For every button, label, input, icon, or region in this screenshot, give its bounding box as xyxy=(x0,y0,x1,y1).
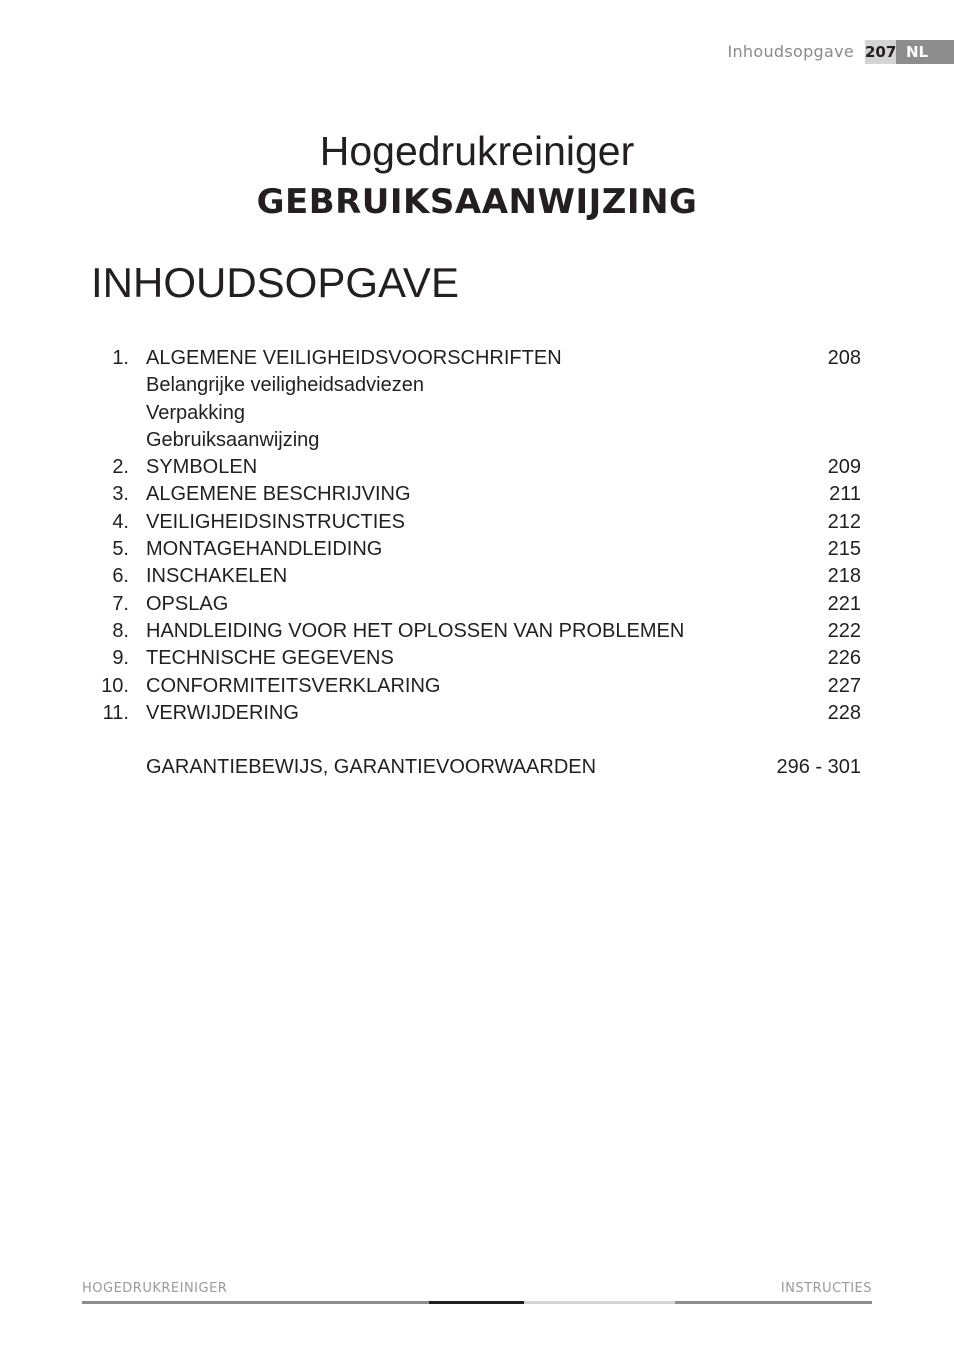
toc-entry[interactable] xyxy=(0,481,954,508)
toc-entry-number: 10. xyxy=(101,674,129,697)
toc-entry-page: 215 xyxy=(827,538,861,561)
footer-product-name: HOGEDRUKREINIGER xyxy=(82,1281,228,1296)
toc-entry-label: Belangrijke veiligheidsadviezen xyxy=(146,374,424,397)
toc-entry-label: SYMBOLEN xyxy=(146,456,258,479)
toc-spacer xyxy=(0,727,954,754)
toc-entry-page: 296 - 301 xyxy=(776,756,861,779)
footer-document-type: INSTRUCTIES xyxy=(780,1281,872,1296)
toc-entry-page: 218 xyxy=(827,565,861,588)
toc-entry-page: 222 xyxy=(827,619,861,642)
toc-entry-page: 209 xyxy=(827,456,861,479)
toc-entry-label: HANDLEIDING VOOR HET OPLOSSEN VAN PROBLEMEN xyxy=(146,619,685,642)
toc-entry-page: 226 xyxy=(827,647,861,670)
toc-entry-label: INSCHAKELEN xyxy=(146,565,288,588)
toc-entry-label: TECHNISCHE GEGEVENS xyxy=(146,647,394,670)
toc-entry-page: 227 xyxy=(827,674,861,697)
toc-entry-number: 1. xyxy=(112,347,129,369)
toc-entry[interactable] xyxy=(0,509,954,536)
toc-entry[interactable] xyxy=(0,618,954,645)
toc-entry-number: 2. xyxy=(112,456,129,479)
toc-entry-number: 3. xyxy=(112,483,129,506)
toc-entry-page: 212 xyxy=(827,510,861,533)
toc-entry[interactable] xyxy=(0,345,954,372)
footer-rule-segment xyxy=(429,1301,524,1304)
toc-entry[interactable] xyxy=(0,591,954,618)
document-subtitle: GEBRUIKSAANWIJZING xyxy=(256,182,698,222)
toc-entry[interactable] xyxy=(0,563,954,590)
toc-entry-label: CONFORMITEITSVERKLARING xyxy=(146,674,441,697)
toc-entry-label: Verpakking xyxy=(146,401,245,424)
toc-entry[interactable] xyxy=(0,700,954,727)
header-section-title: Inhoudsopgave xyxy=(727,42,854,61)
toc-entry-page: 211 xyxy=(829,483,861,506)
toc-entry-number: 6. xyxy=(112,565,129,588)
toc-subentry[interactable] xyxy=(0,427,954,454)
toc-entry-label: Gebruiksaanwijzing xyxy=(146,428,320,451)
toc-subentry[interactable] xyxy=(0,372,954,399)
toc-entry-number: 7. xyxy=(112,592,129,615)
toc-entry-page: 208 xyxy=(827,347,861,369)
table-of-contents xyxy=(0,345,954,782)
toc-entry-label: ALGEMENE BESCHRIJVING xyxy=(146,483,411,506)
toc-entry-number: 4. xyxy=(112,510,129,533)
toc-entry-label: OPSLAG xyxy=(146,592,229,615)
toc-entry-number: 11. xyxy=(102,701,129,724)
toc-heading: INHOUDSOPGAVE xyxy=(91,259,459,306)
toc-entry-label: ALGEMENE VEILIGHEIDSVOORSCHRIFTEN xyxy=(146,347,562,369)
header-page-number: 207 xyxy=(865,40,896,64)
toc-entry-page: 228 xyxy=(827,701,861,724)
toc-entry[interactable] xyxy=(0,673,954,700)
toc-subentry[interactable] xyxy=(0,400,954,427)
toc-entry-label: VERWIJDERING xyxy=(146,701,299,724)
footer-rule-segment xyxy=(524,1301,675,1304)
toc-entry[interactable] xyxy=(0,454,954,481)
toc-entry-number: 9. xyxy=(112,647,129,670)
toc-entry-label: VEILIGHEIDSINSTRUCTIES xyxy=(146,510,405,533)
toc-entry-page: 221 xyxy=(827,592,861,615)
footer-rule-segment xyxy=(82,1301,429,1304)
footer-rule-segment xyxy=(675,1301,872,1304)
toc-entry-number: 8. xyxy=(112,619,129,642)
document-title: Hogedrukreiniger xyxy=(319,128,635,174)
toc-entry-number: 5. xyxy=(112,538,129,561)
toc-entry-label: GARANTIEBEWIJS, GARANTIEVOORWAARDEN xyxy=(146,756,597,779)
toc-entry[interactable] xyxy=(0,645,954,672)
toc-entry-label: MONTAGEHANDLEIDING xyxy=(146,538,383,561)
header-language-tag: NL xyxy=(896,40,954,64)
toc-entry-warranty[interactable] xyxy=(0,754,954,781)
toc-entry[interactable] xyxy=(0,536,954,563)
